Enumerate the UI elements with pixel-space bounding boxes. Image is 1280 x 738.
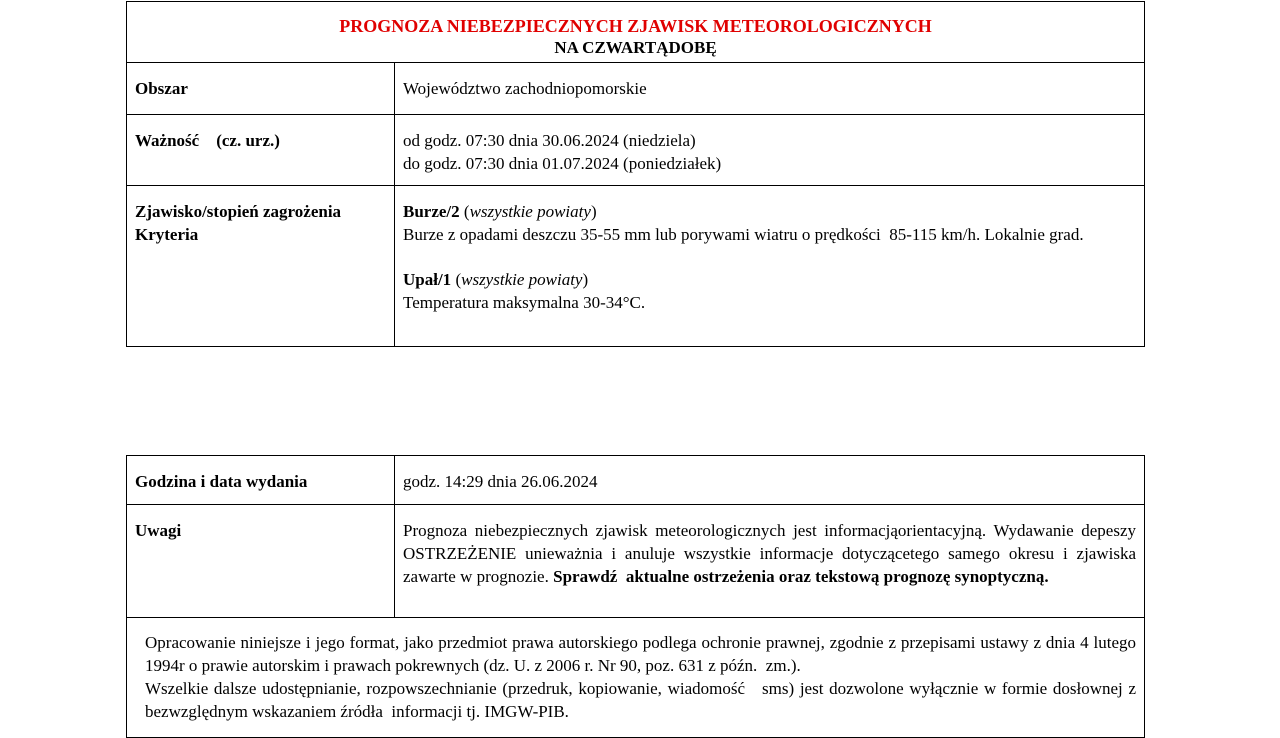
issue-table — [126, 455, 1145, 738]
storm-scope-open: ( — [459, 202, 470, 221]
storm-scope-close: ) — [590, 202, 597, 221]
phenomenon-value — [395, 186, 1145, 347]
heat-name: Upał/1 — [403, 270, 452, 289]
copyright-paragraph-2: Wszelkie dalsze udostępnianie, rozpowszechnianie (przedruk, kopiowanie, wiadomość sms) jest dozwolone wyłącznie w formie dosłownej z bezwzględnym wskazaniem źródła informacji tj. IMGW-PIB. — [145, 679, 1141, 721]
forecast-subtitle: NA CZWARTĄDOBĘ — [554, 38, 717, 57]
issued-label: Godzina i data wydania — [127, 456, 395, 505]
validity-from: od godz. 07:30 dnia 30.06.2024 (niedziela) — [403, 131, 696, 150]
area-value: Województwo zachodniopomorskie — [395, 63, 1145, 115]
notes-value — [395, 505, 1145, 618]
storm-heading — [403, 200, 1136, 223]
copyright-paragraph-1: Opracowanie niniejsze i jego format, jako przedmiot prawa autorskiego podlega ochronie prawnej, zgodnie z przepisami ustawy z dnia 4 lutego 1994r o prawie autorskim i prawach pokrewnych (dz. U. z 2006 r. Nr 90, poz. 631 z późn. zm.). — [145, 633, 1141, 675]
validity-value — [395, 115, 1145, 186]
forecast-table — [126, 1, 1145, 347]
phenomenon-label — [127, 186, 395, 347]
storm-name: Burze/2 — [403, 202, 460, 221]
phenomenon-label-line1: Zjawisko/stopień zagrożenia — [135, 202, 342, 221]
heat-criteria: Temperatura maksymalna 30-34°C. — [403, 293, 646, 312]
issued-value: godz. 14:29 dnia 26.06.2024 — [395, 456, 1145, 505]
heat-heading — [403, 268, 1136, 291]
storm-criteria: Burze z opadami deszczu 35-55 mm lub porywami wiatru o prędkości 85-115 km/h. Lokalnie grad. — [403, 225, 1084, 244]
storm-scope: wszystkie powiaty — [469, 202, 591, 221]
forecast-title-cell — [127, 2, 1145, 63]
validity-label — [127, 115, 395, 186]
notes-bold-text: Sprawdź aktualne ostrzeżenia oraz tekstową prognozę synoptyczną. — [553, 567, 1049, 586]
heat-scope: wszystkie powiaty — [461, 270, 583, 289]
heat-scope-open: ( — [451, 270, 462, 289]
area-label: Obszar — [127, 63, 395, 115]
forecast-title: PROGNOZA NIEBEZPIECZNYCH ZJAWISK METEOROLOGICZNYCH — [339, 16, 932, 36]
validity-to: do godz. 07:30 dnia 01.07.2024 (poniedziałek) — [403, 154, 722, 173]
heat-scope-close: ) — [582, 270, 589, 289]
phenomenon-label-line2: Kryteria — [135, 225, 199, 244]
notes-text: Prognoza niebezpiecznych zjawisk meteorologicznych jest informacjąorientacyjną. Wydawanie depeszy OSTRZEŻENIE unieważnia i anuluje wszystkie informacje dotyczącetego samego okresu i zjawiska zawarte w prognozie. — [403, 521, 1141, 586]
notes-label: Uwagi — [127, 505, 395, 618]
validity-label-text: Ważność (cz. urz.) — [135, 131, 280, 150]
